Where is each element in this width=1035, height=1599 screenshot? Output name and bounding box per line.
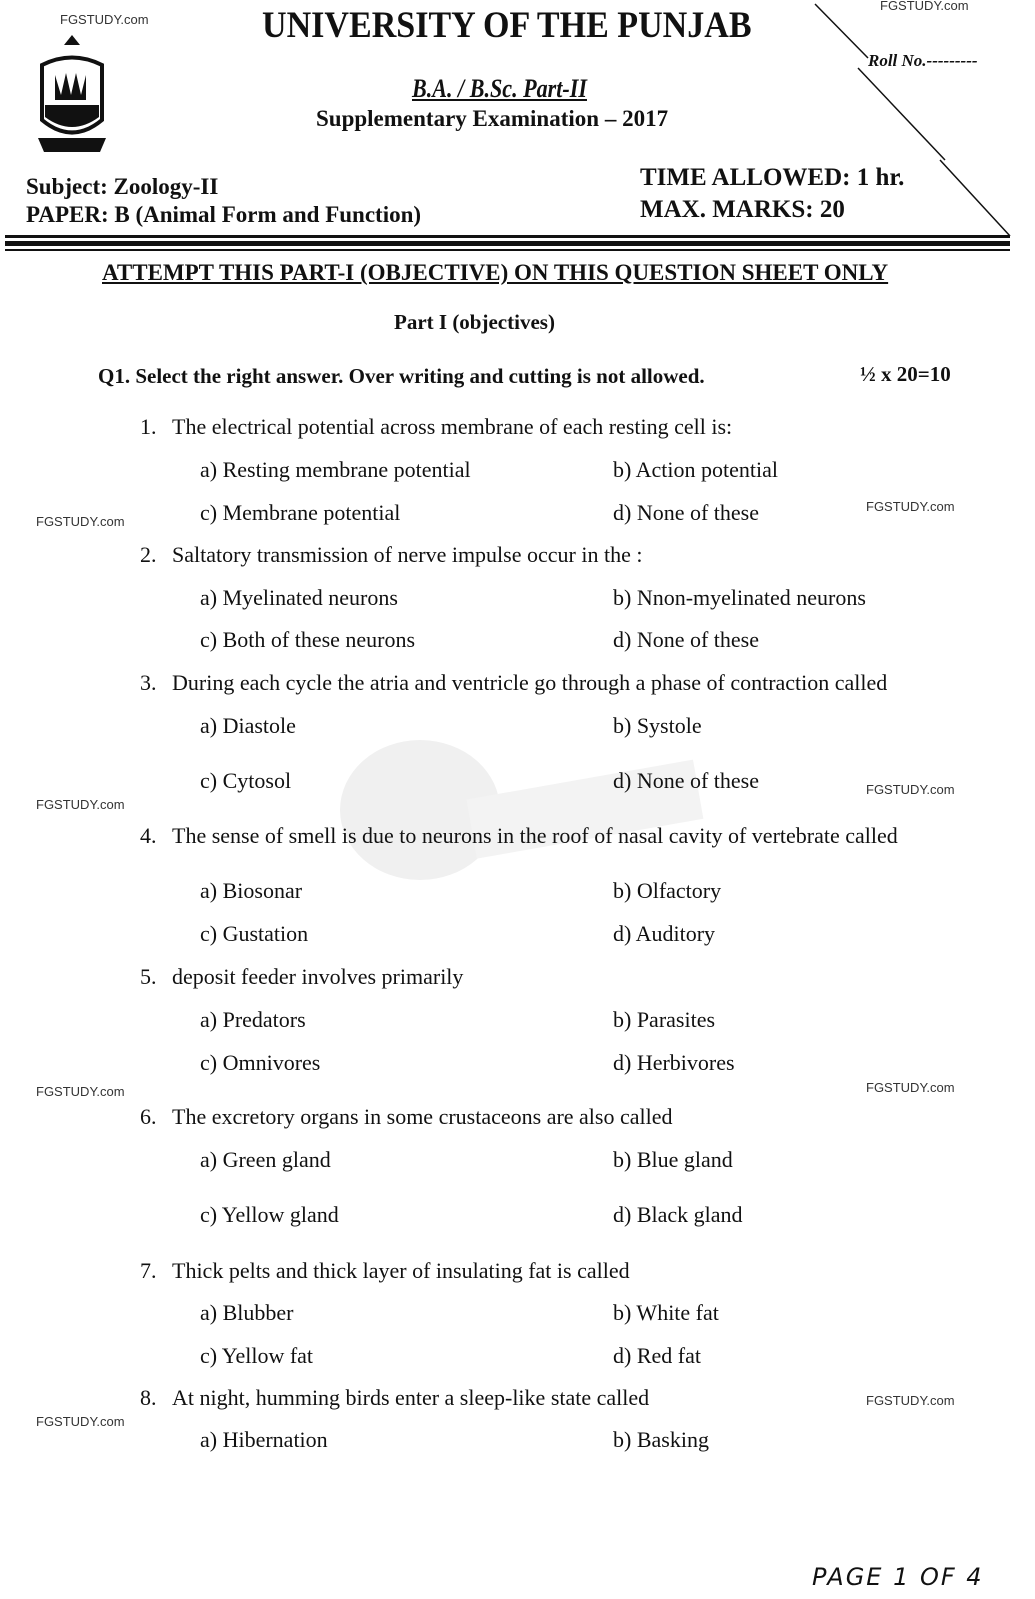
option-d: d) Red fat <box>613 1343 701 1368</box>
university-title: UNIVERSITY OF THE PUNJAB <box>262 5 752 46</box>
option-c: c) Cytosol <box>200 768 292 793</box>
watermark: FGSTUDY.com <box>60 12 149 27</box>
header-divider <box>5 249 1010 251</box>
option-b: b) Blue gland <box>613 1147 733 1172</box>
instruction-heading: ATTEMPT THIS PART-I (OBJECTIVE) ON THIS QUESTION SHEET ONLY <box>102 260 889 285</box>
question-number: 3. <box>140 670 157 695</box>
watermark: FGSTUDY.com <box>866 1393 955 1408</box>
option-d: d) None of these <box>613 500 760 525</box>
option-b: b) Parasites <box>613 1007 716 1032</box>
question-number: 2. <box>140 542 157 567</box>
question-text: Thick pelts and thick layer of insulating fat is called <box>172 1258 630 1283</box>
option-c: c) Both of these neurons <box>200 627 416 652</box>
question-text: Saltatory transmission of nerve impulse occur in the : <box>172 542 643 567</box>
part-heading: Part I (objectives) <box>394 310 555 334</box>
option-b: b) Action potential <box>613 457 778 482</box>
option-b: b) Systole <box>613 713 702 738</box>
option-a: a) Predators <box>200 1007 306 1032</box>
option-b: b) Olfactory <box>613 878 722 903</box>
option-d: d) Auditory <box>613 921 716 946</box>
question-text: During each cycle the atria and ventricle go through a phase of contraction called <box>172 670 888 695</box>
option-a: a) Myelinated neurons <box>200 585 398 610</box>
option-c: c) Omnivores <box>200 1050 321 1075</box>
page-number: PAGE 1 OF 4 <box>812 1563 984 1591</box>
paper-label: PAPER: B (Animal Form and Function) <box>26 202 422 227</box>
option-c: c) Membrane potential <box>200 500 401 525</box>
option-d: d) None of these <box>613 627 760 652</box>
exam-title: Supplementary Examination – 2017 <box>316 106 669 131</box>
option-d: d) Black gland <box>613 1202 743 1227</box>
option-b: b) Nnon-myelinated neurons <box>613 585 866 610</box>
question-text: deposit feeder involves primarily <box>172 964 464 989</box>
roll-number-field: Roll No.--------- <box>868 51 978 70</box>
q1-marks: ½ x 20=10 <box>860 362 951 386</box>
watermark: FGSTUDY.com <box>866 499 955 514</box>
option-c: c) Gustation <box>200 921 309 946</box>
header-divider <box>5 235 1010 238</box>
option-a: a) Blubber <box>200 1300 294 1325</box>
question-number: 8. <box>140 1385 157 1410</box>
question-text: At night, humming birds enter a sleep-like state called <box>172 1385 650 1410</box>
watermark: FGSTUDY.com <box>36 514 125 529</box>
time-allowed: TIME ALLOWED: 1 hr. <box>640 164 905 191</box>
watermark: FGSTUDY.com <box>36 1084 125 1099</box>
option-d: d) None of these <box>613 768 760 793</box>
question-number: 4. <box>140 823 157 848</box>
question-number: 7. <box>140 1258 157 1283</box>
max-marks: MAX. MARKS: 20 <box>640 196 845 223</box>
watermark: FGSTUDY.com <box>866 1080 955 1095</box>
question-text: The electrical potential across membrane of each resting cell is: <box>172 414 733 439</box>
option-a: a) Green gland <box>200 1147 331 1172</box>
header-divider <box>5 241 1010 246</box>
subject-label: Subject: Zoology-II <box>26 174 219 199</box>
option-a: a) Resting membrane potential <box>200 457 471 482</box>
option-a: a) Diastole <box>200 713 296 738</box>
question-text: The sense of smell is due to neurons in the roof of nasal cavity of vertebrate called <box>172 823 898 848</box>
option-b: b) White fat <box>613 1300 719 1325</box>
question-text: The excretory organs in some crustaceons are also called <box>172 1104 673 1129</box>
watermark: FGSTUDY.com <box>36 1414 125 1429</box>
question-number: 5. <box>140 964 157 989</box>
option-c: c) Yellow gland <box>200 1202 339 1227</box>
program-title: B.A. / B.Sc. Part-II <box>412 74 587 103</box>
watermark: FGSTUDY.com <box>880 0 969 13</box>
option-a: a) Biosonar <box>200 878 303 903</box>
q1-instruction: Q1. Select the right answer. Over writing and cutting is not allowed. <box>98 364 705 388</box>
watermark: FGSTUDY.com <box>866 782 955 797</box>
question-number: 1. <box>140 414 157 439</box>
question-number: 6. <box>140 1104 157 1129</box>
option-b: b) Basking <box>613 1427 709 1452</box>
watermark: FGSTUDY.com <box>36 797 125 812</box>
option-a: a) Hibernation <box>200 1427 328 1452</box>
option-d: d) Herbivores <box>613 1050 735 1075</box>
option-c: c) Yellow fat <box>200 1343 314 1368</box>
